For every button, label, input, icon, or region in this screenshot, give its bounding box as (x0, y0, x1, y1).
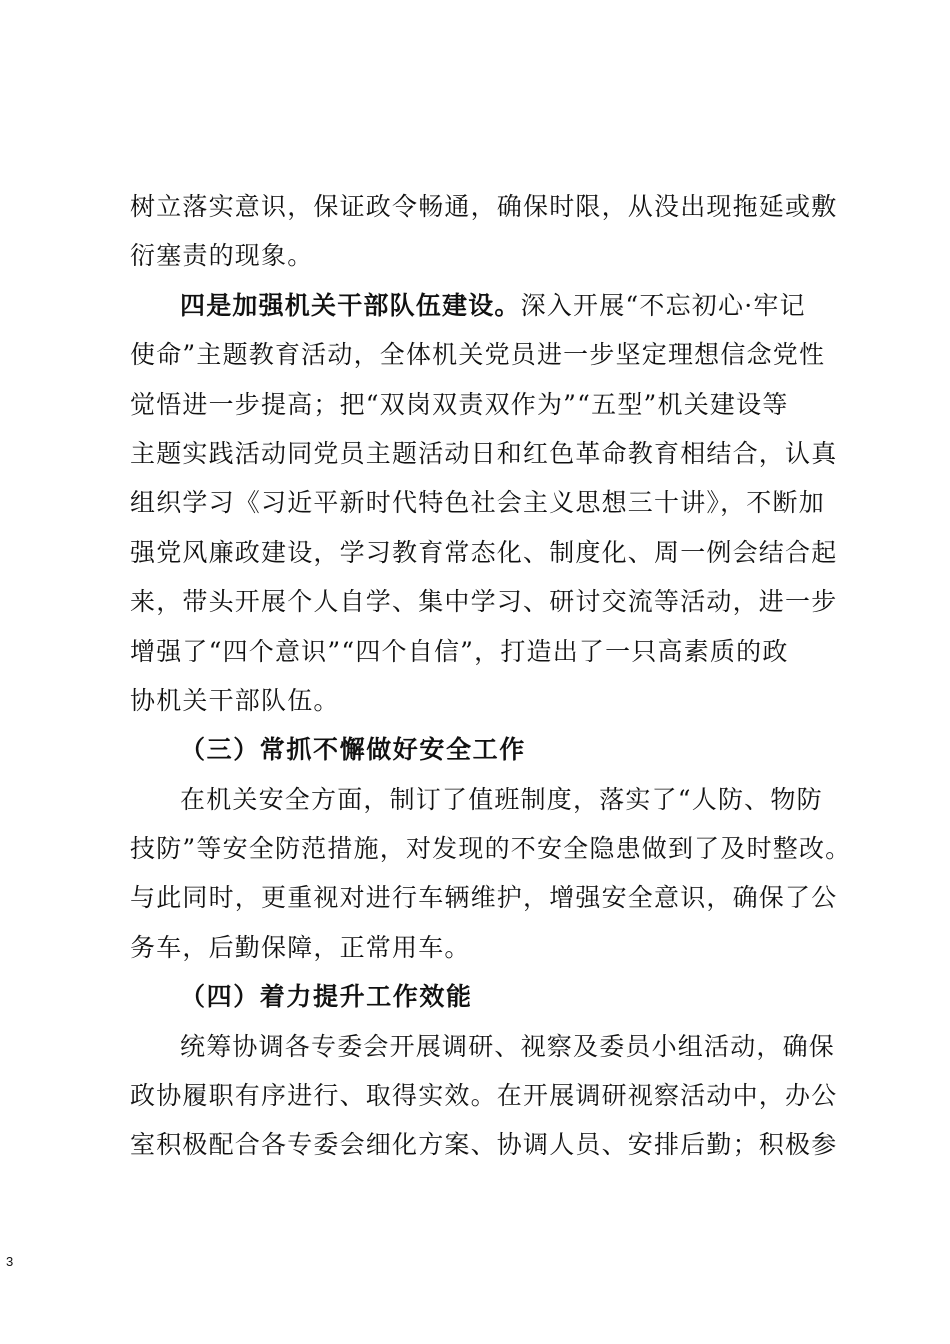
paragraph-line-bold-lead (130, 281, 840, 330)
text-line: 增强了“四个意识”“四个自信”，打造出了一只高素质的政 (130, 636, 789, 666)
page-number: 3 (6, 1254, 14, 1269)
text-line: 技防”等安全防范措施，对发现的不安全隐患做到了及时整改。 (130, 834, 852, 864)
paragraph-text: 深入开展“不忘初心·牢记 (520, 290, 806, 320)
paragraph-first-line: 在机关安全方面，制订了值班制度，落实了“人防、物防 (180, 784, 823, 814)
text-line: 强党风廉政建设，学习教育常态化、制度化、周一例会结合起 (130, 537, 838, 567)
text-line: 与此同时，更重视对进行车辆维护，增强安全意识，确保了公 (130, 883, 838, 913)
text-line: 室积极配合各专委会细化方案、协调人员、安排后勤；积极参 (130, 1130, 838, 1160)
document-body (130, 182, 852, 1170)
section-heading: （三）常抓不懈做好安全工作 (180, 735, 526, 765)
paragraph-first-line: 统筹协调各专委会开展调研、视察及委员小组活动，确保 (180, 1031, 836, 1061)
text-line: 觉悟进一步提高；把“双岗双责双作为”“五型”机关建设等 (130, 389, 789, 419)
text-line: 组织学习《习近平新时代特色社会主义思想三十讲》，不断加 (130, 488, 825, 518)
bold-lead-text: 四是加强机关干部队伍建设。 (180, 290, 521, 320)
text-line: 政协履职有序进行、取得实效。在开展调研视察活动中，办公 (130, 1081, 838, 1111)
text-line: 协机关干部队伍。 (130, 685, 340, 715)
text-line: 衍塞责的现象。 (130, 241, 314, 271)
text-line: 使命”主题教育活动，全体机关党员进一步坚定理想信念党性 (130, 340, 826, 370)
text-line: 来，带头开展个人自学、集中学习、研讨交流等活动，进一步 (130, 587, 838, 617)
text-line: 务车，后勤保障，正常用车。 (130, 932, 471, 962)
text-line: 主题实践活动同党员主题活动日和红色革命教育相结合，认真 (130, 438, 838, 468)
section-heading: （四）着力提升工作效能 (180, 982, 473, 1012)
text-line: 树立落实意识，保证政令畅通，确保时限，从没出现拖延或敷 (130, 192, 838, 221)
